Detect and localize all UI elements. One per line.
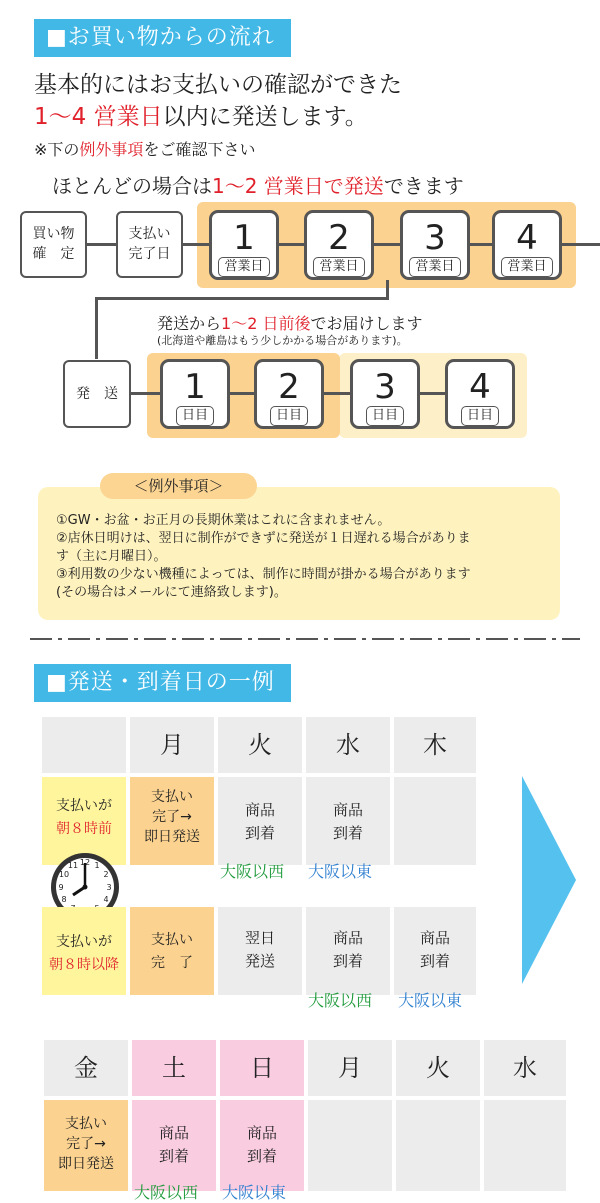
svg-text:10: 10 bbox=[58, 870, 70, 879]
row-label-text: 支払いが bbox=[56, 934, 112, 950]
delivery-day-label: 日目 bbox=[270, 406, 308, 426]
business-day-label: 営業日 bbox=[218, 257, 269, 277]
step-purchase-confirmed bbox=[20, 211, 87, 278]
delivery-day-1 bbox=[160, 359, 230, 429]
cell-text: 完了→ bbox=[152, 809, 192, 825]
cell-sat-arrival bbox=[132, 1100, 216, 1191]
delivery-day-number: 3 bbox=[374, 367, 396, 407]
region-west: 大阪以西 bbox=[134, 1183, 199, 1202]
cell-text: 完了→ bbox=[66, 1136, 106, 1152]
row-label-text: 支払いが bbox=[56, 798, 112, 814]
cell-mon-payment bbox=[130, 777, 214, 865]
day-header: 水 bbox=[306, 717, 390, 773]
cell-text: 支払い bbox=[65, 1116, 107, 1132]
usual-prefix: ほとんどの場合は bbox=[52, 174, 212, 198]
region-west: 大阪以西 bbox=[220, 862, 285, 881]
delivery-day-label: 日目 bbox=[366, 406, 404, 426]
svg-text:3: 3 bbox=[106, 883, 112, 892]
delivery-subnote: (北海道や離島はもう少しかかる場合があります)。 bbox=[157, 334, 408, 347]
cell-text: 到着 bbox=[332, 824, 363, 842]
svg-text:8: 8 bbox=[61, 895, 67, 904]
region-east: 大阪以東 bbox=[308, 862, 373, 881]
cell-thu-empty bbox=[394, 777, 476, 865]
business-day-2 bbox=[304, 210, 374, 280]
note-highlight: 例外事項 bbox=[79, 140, 144, 159]
cell-text: 即日発送 bbox=[58, 1156, 114, 1172]
cell-text: 商品 bbox=[332, 929, 363, 947]
delivery-day-number: 2 bbox=[278, 367, 300, 407]
day-header: 金 bbox=[44, 1040, 128, 1096]
cell-tue-ship bbox=[218, 907, 302, 995]
business-day-label: 営業日 bbox=[409, 257, 460, 277]
cell-mon-payment bbox=[130, 907, 214, 995]
lead-highlight: 1〜4 営業日 bbox=[34, 104, 163, 130]
svg-text:12: 12 bbox=[79, 858, 91, 867]
region-east: 大阪以東 bbox=[398, 991, 463, 1010]
lead-line-1: 基本的にはお支払いの確認ができた bbox=[34, 72, 402, 98]
cell-text: 商品 bbox=[158, 1124, 189, 1142]
step-payment-complete bbox=[116, 211, 183, 278]
day-header: 日 bbox=[220, 1040, 304, 1096]
exception-note bbox=[34, 137, 255, 160]
business-day-label: 営業日 bbox=[501, 257, 552, 277]
delivery-suffix: でお届けします bbox=[310, 314, 423, 333]
delivery-note bbox=[157, 311, 422, 334]
row-label-after-8am bbox=[42, 907, 126, 995]
cell-text: 到着 bbox=[419, 952, 450, 970]
delivery-day-3 bbox=[350, 359, 420, 429]
note-suffix: をご確認下さい bbox=[143, 140, 256, 159]
business-day-1 bbox=[209, 210, 279, 280]
cell-text: 到着 bbox=[158, 1147, 189, 1165]
usual-shipping-text bbox=[52, 170, 464, 199]
step-purchase-label-2: 確 定 bbox=[32, 246, 75, 262]
exception-item: ①GW・お盆・お正月の長期休業はこれに含まれません。 bbox=[56, 513, 391, 528]
section-title-example: ■発送・到着日の一例 bbox=[34, 664, 291, 702]
cell-text: 翌日 bbox=[244, 929, 275, 947]
cell-tue-arrival bbox=[218, 777, 302, 865]
delivery-day-number: 1 bbox=[184, 367, 206, 407]
cell-thu-arrival bbox=[394, 907, 476, 995]
step-payment-label-1: 支払い bbox=[128, 226, 171, 242]
right-arrow-icon bbox=[522, 776, 576, 984]
delivery-day-4 bbox=[445, 359, 515, 429]
day-header: 水 bbox=[484, 1040, 566, 1096]
svg-text:1: 1 bbox=[94, 861, 100, 870]
cell-text: 発送 bbox=[244, 952, 275, 970]
usual-suffix: できます bbox=[383, 174, 464, 198]
lead-rest: 以内に発送します。 bbox=[162, 104, 368, 130]
business-day-label: 営業日 bbox=[313, 257, 364, 277]
day-header: 火 bbox=[396, 1040, 480, 1096]
business-day-number: 3 bbox=[424, 218, 446, 258]
svg-text:2: 2 bbox=[103, 870, 109, 879]
usual-highlight: 1〜2 営業日で発送 bbox=[212, 174, 384, 198]
cell-empty bbox=[396, 1100, 480, 1191]
section-title-flow: ■お買い物からの流れ bbox=[34, 19, 291, 57]
day-header: 木 bbox=[394, 717, 476, 773]
exception-item: (その場合はメールにて連絡致します)。 bbox=[56, 585, 287, 600]
cell-sun-arrival bbox=[220, 1100, 304, 1191]
connector-line bbox=[95, 297, 98, 359]
cell-text: 商品 bbox=[332, 801, 363, 819]
business-day-number: 1 bbox=[233, 218, 255, 258]
cell-text: 到着 bbox=[246, 1147, 277, 1165]
step-payment-label-2: 完了日 bbox=[128, 246, 171, 262]
cell-text: 即日発送 bbox=[144, 829, 200, 845]
business-day-3 bbox=[400, 210, 470, 280]
lead-line-2 bbox=[34, 102, 368, 132]
delivery-day-2 bbox=[254, 359, 324, 429]
delivery-prefix: 発送から bbox=[157, 314, 222, 333]
exception-item: ③利用数の少ない機種によっては、制作に時間が掛かる場合があります bbox=[56, 567, 471, 582]
note-prefix: ※下の bbox=[34, 140, 80, 159]
cell-text: 支払い bbox=[151, 932, 193, 948]
business-day-4 bbox=[492, 210, 562, 280]
day-header: 月 bbox=[130, 717, 214, 773]
corner-cell bbox=[42, 717, 126, 773]
cell-text: 商品 bbox=[244, 801, 275, 819]
region-west: 大阪以西 bbox=[308, 991, 373, 1010]
day-header: 火 bbox=[218, 717, 302, 773]
region-east: 大阪以東 bbox=[222, 1183, 287, 1202]
business-day-number: 4 bbox=[516, 218, 538, 258]
cell-text: 商品 bbox=[419, 929, 450, 947]
svg-text:9: 9 bbox=[58, 883, 64, 892]
cell-text: 到着 bbox=[332, 952, 363, 970]
exception-item: ②店休日明けは、翌日に制作ができずに発送が１日遅れる場合がありま bbox=[56, 531, 471, 546]
step-ship: 発 送 bbox=[63, 360, 131, 428]
connector-line bbox=[95, 297, 389, 300]
cell-text: 支払い bbox=[151, 789, 193, 805]
business-day-number: 2 bbox=[328, 218, 350, 258]
cell-empty bbox=[484, 1100, 566, 1191]
row-label-time: 朝８時以降 bbox=[49, 957, 119, 973]
delivery-day-label: 日目 bbox=[461, 406, 499, 426]
cell-text: 完 了 bbox=[151, 955, 193, 971]
day-header: 月 bbox=[308, 1040, 392, 1096]
cell-empty bbox=[308, 1100, 392, 1191]
svg-text:11: 11 bbox=[67, 861, 79, 870]
exceptions-list bbox=[56, 512, 551, 602]
section-divider bbox=[30, 636, 580, 642]
cell-wed-arrival bbox=[306, 777, 390, 865]
cell-text: 商品 bbox=[246, 1124, 277, 1142]
cell-wed-arrival bbox=[306, 907, 390, 995]
exceptions-tag: ＜例外事項＞ bbox=[100, 473, 257, 499]
cell-text: 到着 bbox=[244, 824, 275, 842]
day-header: 土 bbox=[132, 1040, 216, 1096]
cell-fri-payment bbox=[44, 1100, 128, 1191]
delivery-day-label: 日目 bbox=[176, 406, 214, 426]
svg-text:4: 4 bbox=[103, 895, 109, 904]
row-label-time: 朝８時前 bbox=[56, 821, 112, 837]
delivery-highlight: 1〜2 日前後 bbox=[221, 314, 311, 333]
delivery-day-number: 4 bbox=[469, 367, 491, 407]
step-purchase-label-1: 買い物 bbox=[32, 226, 75, 242]
exception-item: す（主に月曜日）。 bbox=[56, 549, 167, 564]
